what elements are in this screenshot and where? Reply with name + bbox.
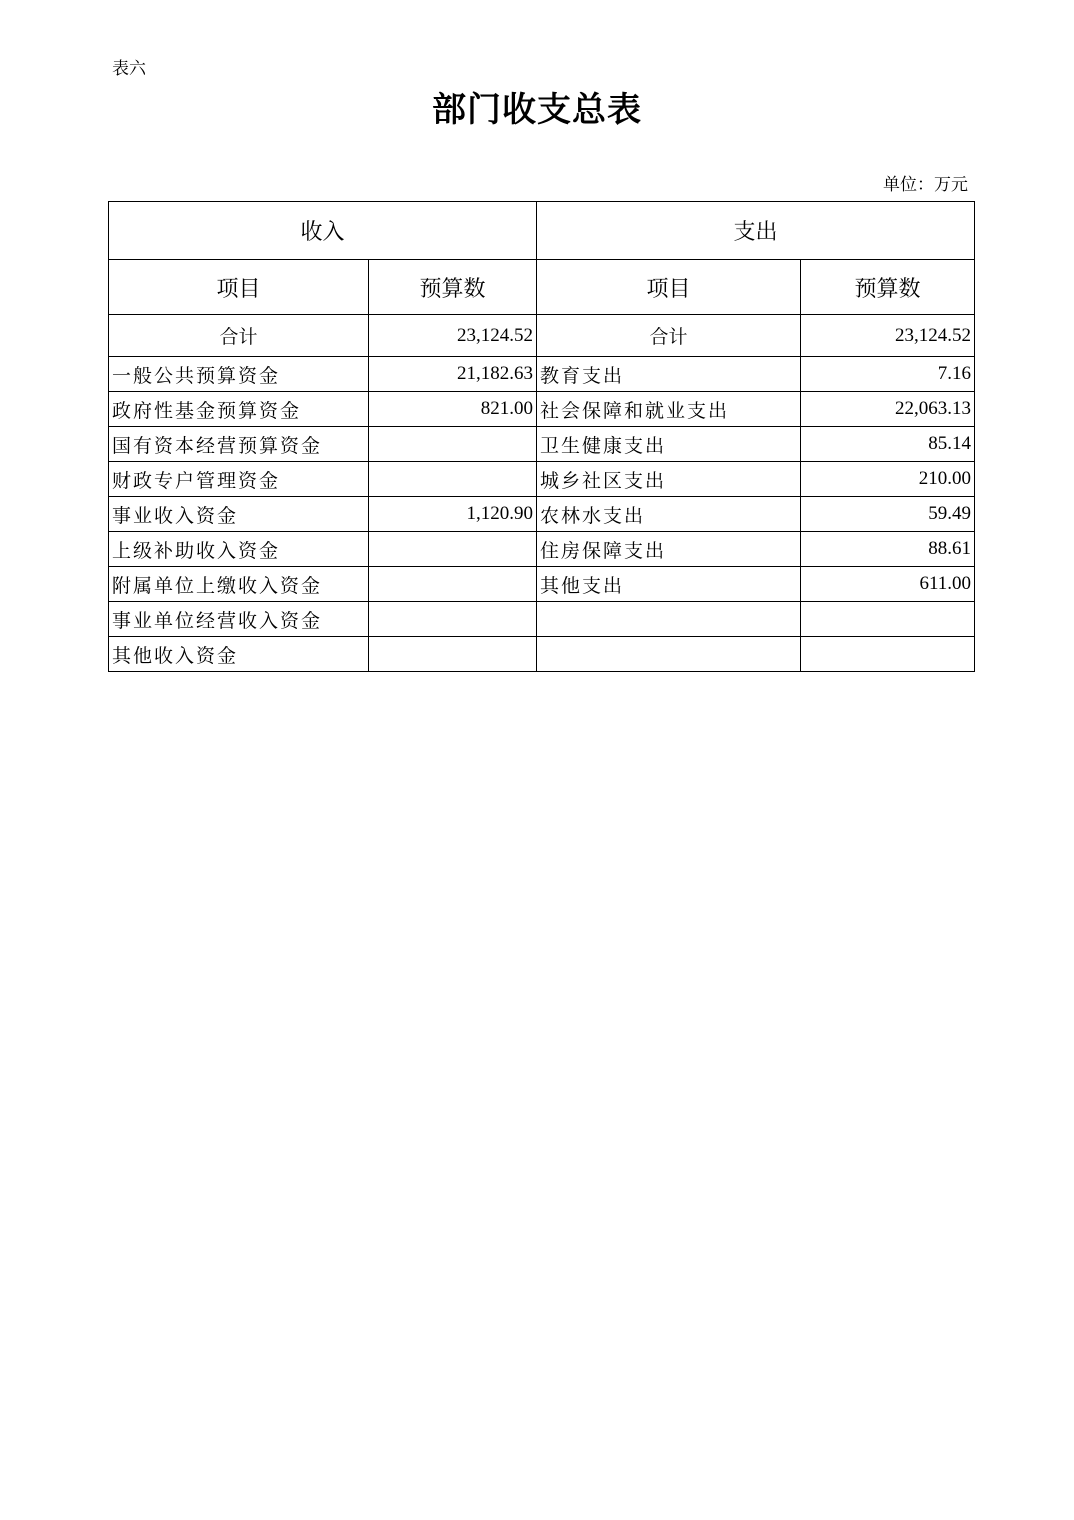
expense-item [537, 637, 801, 672]
expense-budget-header: 预算数 [801, 260, 975, 315]
income-total-label: 合计 [109, 315, 369, 357]
table-row [109, 392, 975, 427]
expense-item: 教育支出 [537, 357, 801, 392]
table-row [109, 497, 975, 532]
expense-item: 农林水支出 [537, 497, 801, 532]
income-value [369, 427, 537, 462]
budget-table [108, 201, 975, 672]
unit-label: 单位：万元 [883, 175, 968, 195]
income-budget-header: 预算数 [369, 260, 537, 315]
table-row [109, 532, 975, 567]
expense-item: 住房保障支出 [537, 532, 801, 567]
expense-item [537, 602, 801, 637]
expense-value: 7.16 [801, 357, 975, 392]
income-value [369, 637, 537, 672]
income-value: 1,120.90 [369, 497, 537, 532]
expense-item: 卫生健康支出 [537, 427, 801, 462]
income-value [369, 567, 537, 602]
expense-item: 城乡社区支出 [537, 462, 801, 497]
table-row [109, 637, 975, 672]
income-item: 财政专户管理资金 [109, 462, 369, 497]
expense-value: 85.14 [801, 427, 975, 462]
income-value [369, 532, 537, 567]
income-item: 一般公共预算资金 [109, 357, 369, 392]
income-item: 事业单位经营收入资金 [109, 602, 369, 637]
page-title: 部门收支总表 [432, 90, 642, 130]
expense-total-label: 合计 [537, 315, 801, 357]
table-row [109, 462, 975, 497]
income-value [369, 602, 537, 637]
column-header-row [109, 260, 975, 315]
expense-value [801, 637, 975, 672]
income-item: 事业收入资金 [109, 497, 369, 532]
income-item: 其他收入资金 [109, 637, 369, 672]
section-header-row [109, 202, 975, 260]
expense-value: 59.49 [801, 497, 975, 532]
expense-item: 社会保障和就业支出 [537, 392, 801, 427]
table-row [109, 602, 975, 637]
expense-value [801, 602, 975, 637]
income-item: 政府性基金预算资金 [109, 392, 369, 427]
income-value: 21,182.63 [369, 357, 537, 392]
expense-item-header: 项目 [537, 260, 801, 315]
expense-value: 611.00 [801, 567, 975, 602]
income-item-header: 项目 [109, 260, 369, 315]
expense-item: 其他支出 [537, 567, 801, 602]
expense-value: 88.61 [801, 532, 975, 567]
table-row [109, 567, 975, 602]
expense-total-value: 23,124.52 [801, 315, 975, 357]
income-total-value: 23,124.52 [369, 315, 537, 357]
income-value [369, 462, 537, 497]
total-row [109, 315, 975, 357]
income-item: 附属单位上缴收入资金 [109, 567, 369, 602]
income-item: 国有资本经营预算资金 [109, 427, 369, 462]
expense-value: 210.00 [801, 462, 975, 497]
table-row [109, 427, 975, 462]
income-item: 上级补助收入资金 [109, 532, 369, 567]
income-header: 收入 [109, 202, 537, 260]
table-row [109, 357, 975, 392]
expense-header: 支出 [537, 202, 975, 260]
expense-value: 22,063.13 [801, 392, 975, 427]
income-value: 821.00 [369, 392, 537, 427]
table-number: 表六 [112, 59, 146, 79]
